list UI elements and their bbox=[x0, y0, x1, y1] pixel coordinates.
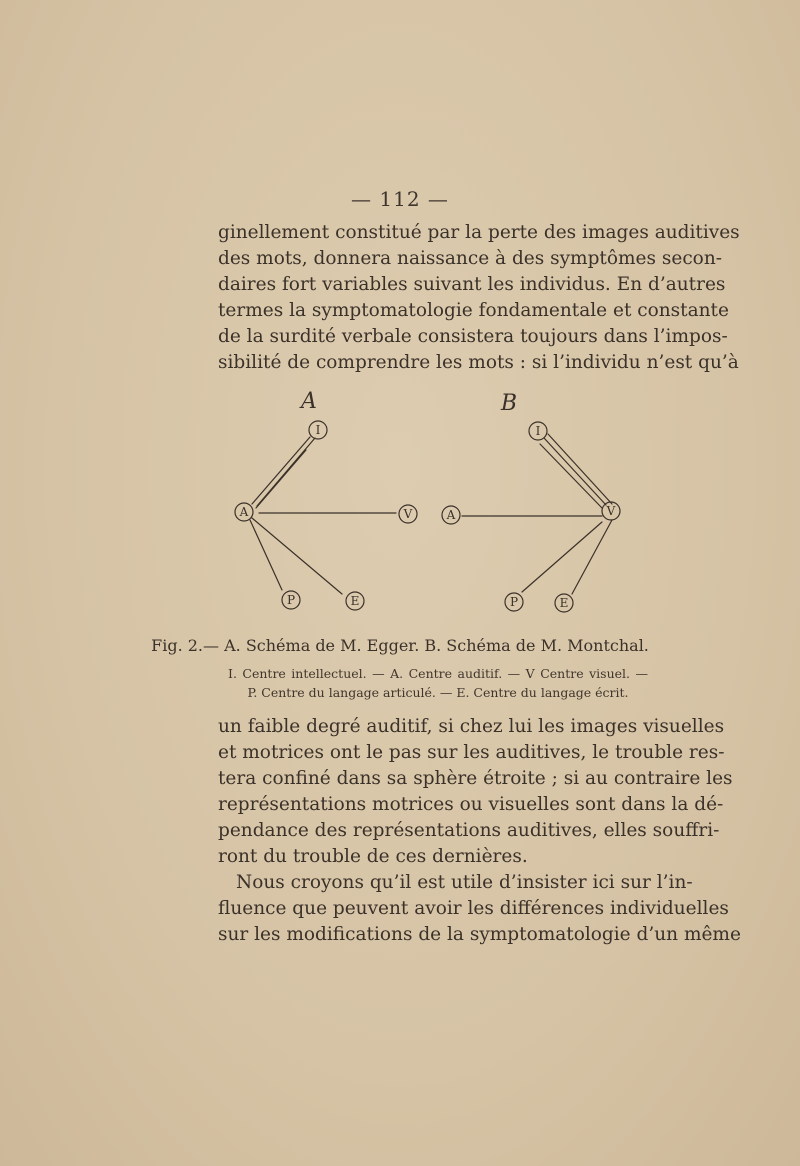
text-line: représentations motrices ou visuelles sont dans la dé- bbox=[218, 794, 724, 815]
figure-caption: Fig. 2.— A. Schéma de M. Egger. B. Schéma de M. Montchal. bbox=[151, 636, 649, 655]
legend-line: I. Centre intellectuel. — A. Centre auditif. — V Centre visuel. — bbox=[228, 666, 648, 681]
edge-a-i-a-3 bbox=[256, 450, 306, 508]
edge-b-i-v bbox=[544, 438, 606, 505]
diagram-a-title: A bbox=[301, 389, 317, 414]
text-line: des mots, donnera naissance à des symptômes secon- bbox=[218, 248, 722, 269]
node-a-i-label: I bbox=[315, 423, 321, 437]
edge-b-i-v-3 bbox=[540, 444, 602, 508]
node-b-a-label: A bbox=[446, 508, 456, 522]
diagram-a bbox=[235, 421, 417, 610]
edge-b-i-v-2 bbox=[548, 434, 612, 504]
figure-legend bbox=[228, 664, 648, 702]
node-a-p-label: P bbox=[286, 593, 296, 607]
text-line: ront du trouble de ces dernières. bbox=[218, 846, 528, 867]
node-a-e-label: E bbox=[350, 594, 360, 608]
diagram-b-title: B bbox=[500, 391, 518, 416]
text-line: daires fort variables suivant les individus. En d’autres bbox=[218, 274, 726, 295]
text-line: tera confiné dans sa sphère étroite ; si au contraire les bbox=[218, 768, 733, 789]
page-number: — 112 — bbox=[351, 187, 449, 211]
text-line: un faible degré auditif, si chez lui les images visuelles bbox=[218, 716, 725, 737]
figure-schemas bbox=[222, 380, 642, 625]
figure-diagram bbox=[222, 380, 642, 625]
diagram-b bbox=[442, 422, 620, 612]
text-line: fluence que peuvent avoir les différences individuelles bbox=[218, 898, 729, 919]
node-a-v-label: V bbox=[403, 507, 413, 521]
node-b-p-label: P bbox=[509, 595, 519, 609]
text-line: de la surdité verbale consistera toujours dans l’impos- bbox=[218, 326, 728, 347]
text-line: sibilité de comprendre les mots : si l’individu n’est qu’à bbox=[218, 352, 739, 373]
text-line: sur les modifications de la symptomatologie d’un même bbox=[218, 924, 741, 945]
paragraph-top bbox=[218, 220, 740, 376]
node-a-a-label: A bbox=[239, 505, 249, 519]
legend-line: P. Centre du langage articulé. — E. Centre du langage écrit. bbox=[247, 685, 629, 700]
node-b-e-label: E bbox=[559, 596, 569, 610]
text-line: ginellement constitué par la perte des images auditives bbox=[218, 222, 740, 243]
edge-a-i-a bbox=[252, 437, 310, 504]
edge-b-v-p bbox=[522, 522, 602, 592]
text-line: et motrices ont le pas sur les auditives, le trouble res- bbox=[218, 742, 725, 763]
node-b-i-label: I bbox=[535, 424, 541, 438]
text-line: pendance des représentations auditives, elles souffri- bbox=[218, 820, 720, 841]
text-line: Nous croyons qu’il est utile d’insister ici sur l’in- bbox=[236, 872, 693, 893]
text-line: termes la symptomatologie fondamentale et constante bbox=[218, 300, 729, 321]
node-b-v-label: V bbox=[606, 504, 616, 518]
edge-a-a-e bbox=[252, 518, 342, 594]
paragraph-bottom bbox=[218, 714, 741, 948]
edge-a-i-a-2 bbox=[257, 438, 315, 506]
